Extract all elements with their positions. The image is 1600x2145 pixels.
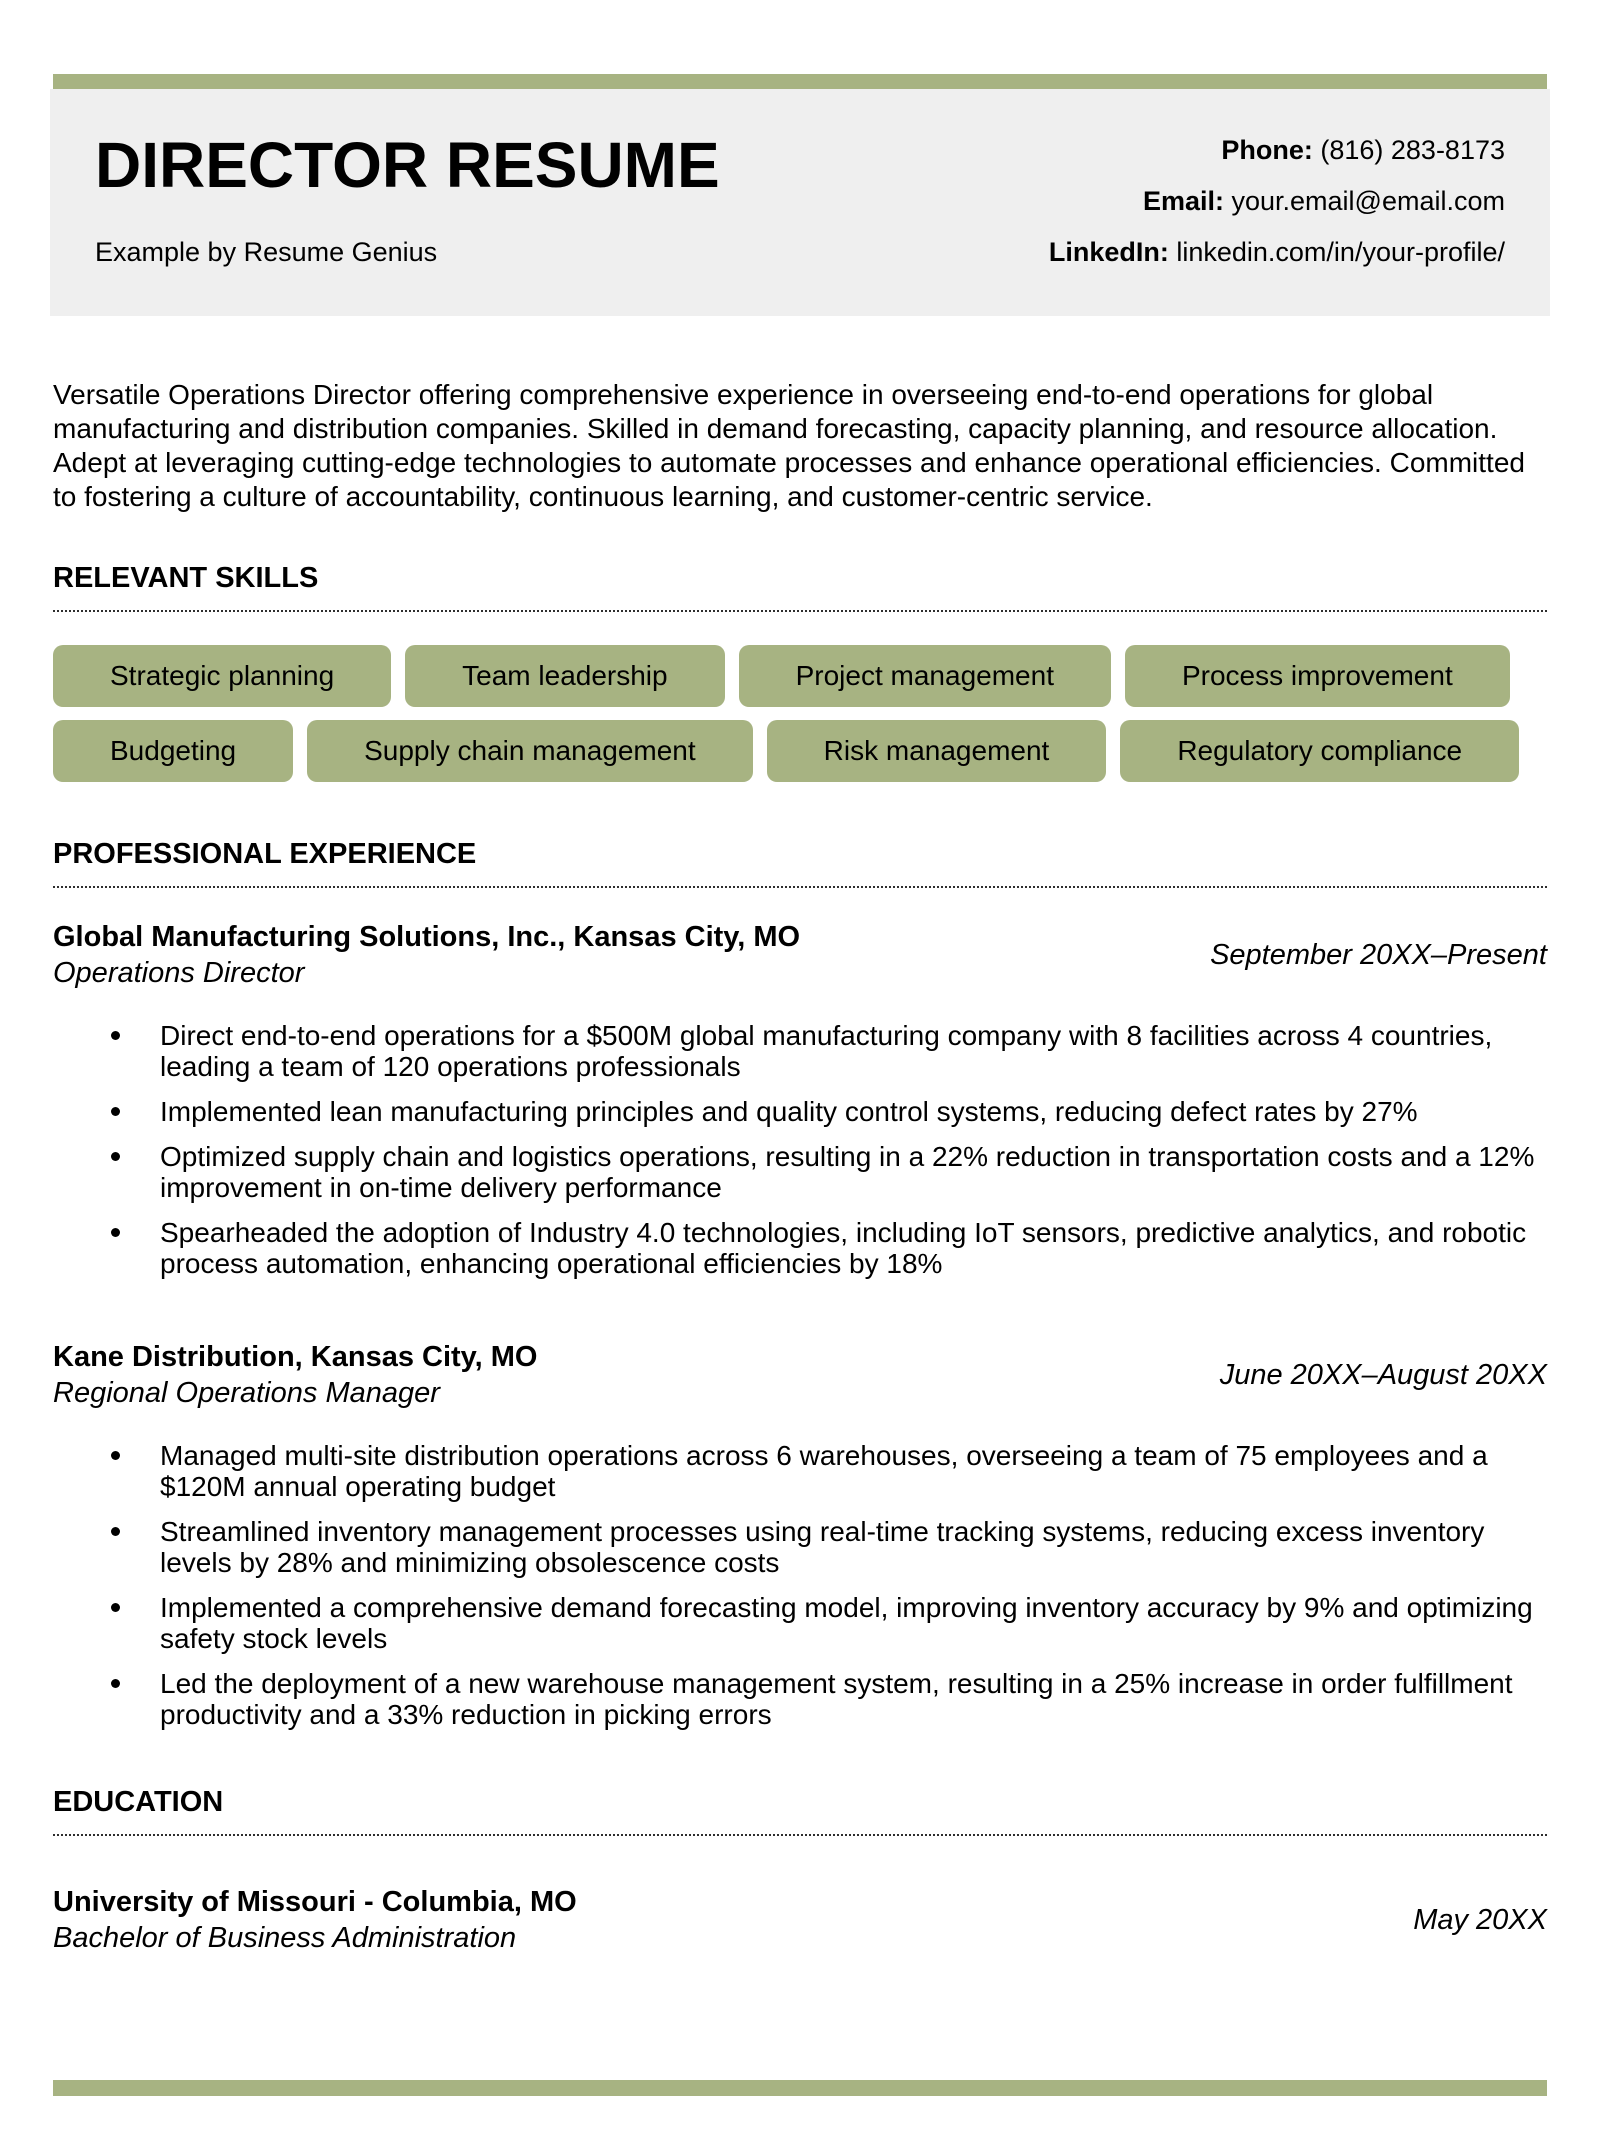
section-divider [53, 610, 1547, 612]
accent-bar-top [53, 74, 1547, 89]
experience-entry [53, 1339, 1547, 1730]
bullet-dot-icon [111, 1679, 120, 1688]
section-heading-skills: RELEVANT SKILLS [53, 562, 319, 594]
experience-entry [53, 919, 1547, 1279]
skill-chip: Team leadership [405, 645, 724, 707]
education-dates: May 20XX [1413, 1904, 1547, 1936]
education-entry-left [53, 1884, 577, 1956]
skill-chip: Process improvement [1125, 645, 1510, 707]
bullet-item [53, 1592, 1547, 1654]
job-title: Operations Director [53, 957, 305, 989]
bullet-item [53, 1141, 1547, 1203]
bullet-dot-icon [111, 1603, 120, 1612]
section-heading-experience: PROFESSIONAL EXPERIENCE [53, 838, 477, 870]
bullet-dot-icon [111, 1527, 120, 1536]
bullet-item [53, 1516, 1547, 1578]
skill-chip: Supply chain management [307, 720, 753, 782]
bullet-item [53, 1668, 1547, 1730]
summary-paragraph: Versatile Operations Director offering comprehensive experience in overseeing end-to-end operations for global manufacturing and distribution companies. Skilled in demand forecasting, capacity planning, and resource allocation. Adept at leveraging cutting-edge technologies to automate processes and enhance operational efficiencies. Committed to fostering a culture of accountability, continuous learning, and customer-centric service. [53, 379, 1525, 512]
company-name: Global Manufacturing Solutions, Inc., Kansas City, MO [53, 921, 801, 953]
job-dates: September 20XX–Present [1210, 939, 1547, 971]
bullet-text: Implemented lean manufacturing principles and quality control systems, reducing defect rates by 27% [160, 1096, 1418, 1127]
header-title-block [95, 89, 720, 316]
page-title: DIRECTOR RESUME [95, 129, 720, 201]
job-title: Regional Operations Manager [53, 1377, 440, 1409]
bullet-item [53, 1217, 1547, 1279]
skills-chips [53, 645, 1547, 782]
bullet-text: Optimized supply chain and logistics operations, resulting in a 22% reduction in transportation costs and a 12% improvement in on-time delivery performance [160, 1141, 1535, 1203]
skill-chip: Budgeting [53, 720, 293, 782]
skills-chip-row [53, 645, 1547, 707]
bullet-item [53, 1020, 1547, 1082]
education-list [53, 1884, 1547, 1956]
job-bullets [53, 1020, 1547, 1279]
skill-chip: Project management [739, 645, 1111, 707]
resume-header [50, 89, 1550, 316]
skills-chip-row [53, 720, 1547, 782]
contact-line [1049, 227, 1505, 278]
bullet-dot-icon [111, 1451, 120, 1460]
page-subtitle: Example by Resume Genius [95, 237, 438, 267]
contact-line [1049, 125, 1505, 176]
accent-bar-bottom [53, 2080, 1547, 2096]
bullet-text: Managed multi-site distribution operations across 6 warehouses, overseeing a team of 75 employees and a $120M annual operating budget [160, 1440, 1488, 1502]
contact-label: LinkedIn: [1048, 237, 1169, 267]
job-header-left [53, 919, 800, 991]
school-name: University of Missouri - Columbia, MO [53, 1886, 577, 1918]
job-dates: June 20XX–August 20XX [1219, 1359, 1547, 1391]
job-header-left [53, 1339, 537, 1411]
degree-name: Bachelor of Business Administration [53, 1922, 517, 1954]
section-divider [53, 886, 1547, 888]
job-header [53, 1339, 1547, 1411]
contact-value: your.email@email.com [1231, 186, 1505, 216]
contact-line [1049, 176, 1505, 227]
bullet-item [53, 1440, 1547, 1502]
contact-value: linkedin.com/in/your-profile/ [1176, 237, 1505, 267]
bullet-text: Direct end-to-end operations for a $500M global manufacturing company with 8 facilities across 4 countries, leading a team of 120 operations professionals [160, 1020, 1493, 1082]
resume-body [53, 378, 1547, 1956]
contact-block [1049, 89, 1505, 316]
bullet-text: Spearheaded the adoption of Industry 4.0 technologies, including IoT sensors, predictive analytics, and robotic process automation, enhancing operational efficiencies by 18% [160, 1217, 1527, 1279]
education-entry [53, 1884, 1547, 1956]
bullet-text: Led the deployment of a new warehouse management system, resulting in a 25% increase in order fulfillment productivity and a 33% reduction in picking errors [160, 1668, 1513, 1730]
contact-value: (816) 283-8173 [1320, 135, 1505, 165]
company-name: Kane Distribution, Kansas City, MO [53, 1341, 538, 1373]
contact-label: Phone: [1221, 135, 1313, 165]
bullet-text: Streamlined inventory management processes using real-time tracking systems, reducing excess inventory levels by 28% and minimizing obsolescence costs [160, 1516, 1485, 1578]
bullet-dot-icon [111, 1152, 120, 1161]
bullet-text: Implemented a comprehensive demand forecasting model, improving inventory accuracy by 9% and optimizing safety stock levels [160, 1592, 1533, 1654]
skill-chip: Strategic planning [53, 645, 391, 707]
section-divider [53, 1834, 1547, 1836]
bullet-item [53, 1096, 1547, 1127]
job-header [53, 919, 1547, 991]
contact-label: Email: [1142, 186, 1224, 216]
experience-list [53, 919, 1547, 1730]
bullet-dot-icon [111, 1107, 120, 1116]
section-heading-education: EDUCATION [53, 1786, 224, 1818]
bullet-dot-icon [111, 1031, 120, 1040]
skill-chip: Regulatory compliance [1120, 720, 1519, 782]
bullet-dot-icon [111, 1228, 120, 1237]
job-bullets [53, 1440, 1547, 1730]
skill-chip: Risk management [767, 720, 1107, 782]
